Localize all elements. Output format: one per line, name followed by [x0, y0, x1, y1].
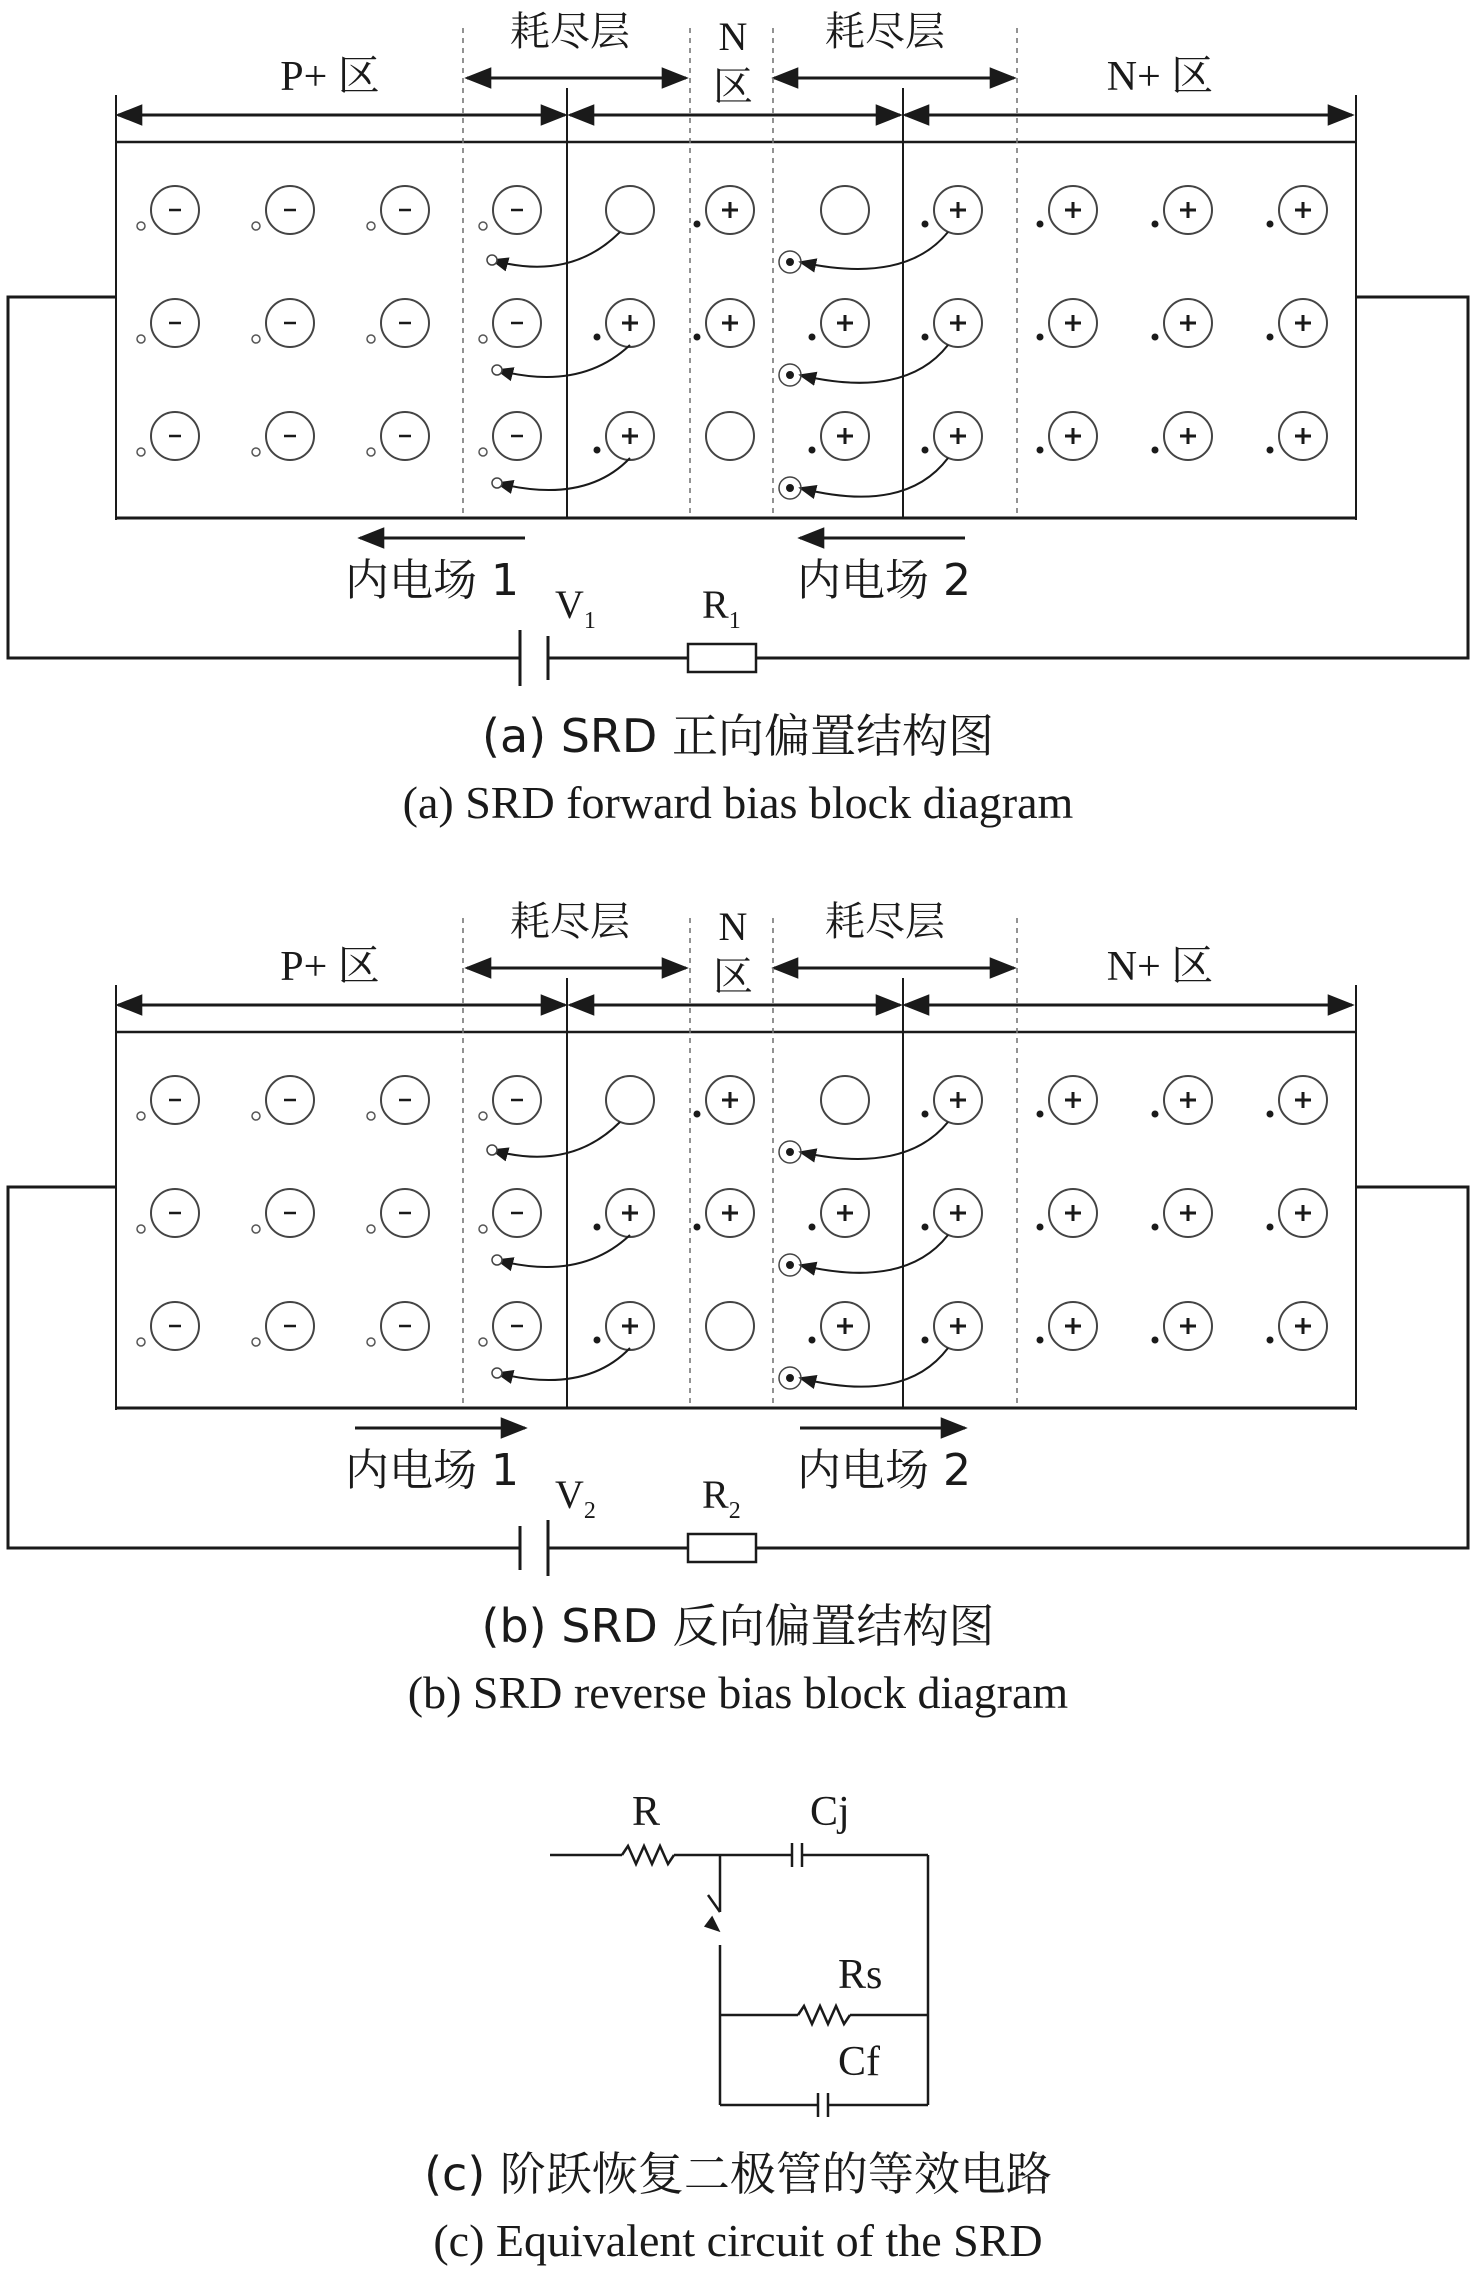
acceptor-ion	[367, 186, 429, 234]
source-v2-label: $V_2$	[555, 1472, 596, 1524]
acceptor-ion	[137, 1189, 199, 1237]
donor-ion	[1267, 186, 1328, 234]
donor-ion	[694, 1189, 755, 1237]
reverse-bias-diagram	[8, 899, 1468, 1718]
n-region-label-zone: 区	[713, 64, 753, 110]
acceptor-ion	[252, 1076, 314, 1124]
carrier-path-arrow	[497, 1348, 630, 1380]
caption-b-cn: (b) SRD 反向偏置结构图	[481, 1599, 995, 1653]
donor-ion	[1267, 299, 1328, 347]
acceptor-ion	[137, 186, 199, 234]
donor-ion	[1152, 412, 1213, 460]
acceptor-ion	[367, 299, 429, 347]
caption-a-cn: (a) SRD 正向偏置结构图	[482, 709, 994, 763]
empty-site	[821, 1076, 869, 1124]
carrier-path-arrow	[800, 345, 948, 383]
acceptor-ion	[252, 186, 314, 234]
acceptor-ion	[252, 1189, 314, 1237]
carrier-path-arrow	[800, 1348, 948, 1387]
hole-marker	[492, 1255, 502, 1265]
label-cf: Cf	[838, 2039, 880, 2085]
donor-ion	[922, 1076, 983, 1124]
donor-ion	[1152, 299, 1213, 347]
acceptor-ion	[252, 299, 314, 347]
n-region-label-n: N	[718, 14, 748, 59]
switch-contact	[706, 1918, 718, 1930]
acceptor-ion	[367, 412, 429, 460]
acceptor-ion	[479, 186, 541, 234]
carrier-path-arrow	[497, 458, 630, 490]
donor-ion	[1267, 1302, 1328, 1350]
hole-marker	[492, 1368, 502, 1378]
acceptor-ion	[367, 1076, 429, 1124]
acceptor-ion	[479, 299, 541, 347]
internal-field-1-label: 内电场 1	[345, 1445, 519, 1496]
donor-ion	[1037, 412, 1098, 460]
donor-ion	[809, 1302, 870, 1350]
switch-blade	[708, 1895, 720, 1912]
source-v1-label: $V_1$	[555, 582, 596, 634]
donor-ion	[1037, 1076, 1098, 1124]
donor-ion	[922, 1302, 983, 1350]
donor-ion	[694, 299, 755, 347]
resistor-r-symbol	[622, 1846, 674, 1864]
resistor-r1-label: $R_1$	[702, 582, 741, 634]
empty-site	[706, 412, 754, 460]
caption-c-en: (c) Equivalent circuit of the SRD	[433, 2215, 1043, 2266]
depletion-layer-left-label: 耗尽层	[510, 9, 630, 55]
carrier-path-arrow	[800, 458, 948, 497]
carrier-path-arrow	[492, 1122, 620, 1157]
carrier-path-arrow	[497, 1235, 630, 1267]
donor-ion	[809, 299, 870, 347]
acceptor-ion	[479, 1302, 541, 1350]
carrier-path-arrow	[800, 232, 948, 269]
depletion-layer-left-label: 耗尽层	[510, 899, 630, 945]
n-plus-region-label: N+ 区	[1106, 944, 1214, 990]
donor-ion	[1152, 1302, 1213, 1350]
donor-ion	[922, 1189, 983, 1237]
carrier-path-arrow	[492, 232, 620, 267]
carrier-path-arrow	[800, 1235, 948, 1273]
donor-ion	[1152, 186, 1213, 234]
internal-field-1-label: 内电场 1	[345, 555, 519, 606]
donor-ion	[1037, 186, 1098, 234]
donor-ion	[922, 412, 983, 460]
donor-ion	[809, 412, 870, 460]
label-rs: Rs	[838, 1952, 883, 1998]
acceptor-ion	[479, 412, 541, 460]
donor-ion	[1037, 299, 1098, 347]
resistor-r1	[688, 644, 756, 672]
resistor-r2-label: $R_2$	[702, 1472, 741, 1524]
donor-ion	[1267, 412, 1328, 460]
carrier-motion-arrows	[487, 1122, 948, 1389]
empty-site	[821, 186, 869, 234]
donor-ion	[594, 1189, 655, 1237]
n-region-label-n: N	[718, 904, 748, 949]
acceptor-ion	[367, 1189, 429, 1237]
acceptor-ion	[137, 1076, 199, 1124]
donor-ion	[694, 186, 755, 234]
internal-field-2-label: 内电场 2	[797, 555, 971, 606]
carrier-path-arrow	[497, 345, 630, 377]
donor-ion	[694, 1076, 755, 1124]
empty-site	[606, 186, 654, 234]
resistor-rs-symbol	[798, 2006, 850, 2024]
donor-ion	[594, 1302, 655, 1350]
hole-marker	[487, 255, 497, 265]
n-plus-region-label: N+ 区	[1106, 54, 1214, 100]
carrier-path-arrow	[800, 1122, 948, 1159]
donor-ion	[922, 299, 983, 347]
acceptor-ion	[137, 1302, 199, 1350]
acceptor-ion	[252, 412, 314, 460]
donor-ion	[594, 412, 655, 460]
donor-ion	[1267, 1189, 1328, 1237]
donor-ion	[809, 1189, 870, 1237]
acceptor-ion	[367, 1302, 429, 1350]
empty-site	[706, 1302, 754, 1350]
n-region-label-zone: 区	[713, 954, 753, 1000]
label-cj: Cj	[810, 1789, 850, 1835]
p-plus-region-label: P+ 区	[280, 54, 380, 100]
hole-marker	[492, 478, 502, 488]
acceptor-ion	[137, 412, 199, 460]
donor-ion	[1152, 1189, 1213, 1237]
carrier-grid	[137, 186, 1327, 460]
internal-field-2-label: 内电场 2	[797, 1445, 971, 1496]
caption-b-en: (b) SRD reverse bias block diagram	[407, 1667, 1069, 1718]
label-r: R	[632, 1789, 661, 1835]
forward-bias-diagram	[8, 9, 1468, 828]
acceptor-ion	[252, 1302, 314, 1350]
caption-a-en: (a) SRD forward bias block diagram	[402, 777, 1074, 828]
donor-ion	[1152, 1076, 1213, 1124]
hole-marker	[487, 1145, 497, 1155]
carrier-motion-arrows	[487, 232, 948, 499]
donor-ion	[1037, 1302, 1098, 1350]
equivalent-circuit	[424, 1789, 1052, 2266]
donor-ion	[922, 186, 983, 234]
acceptor-ion	[479, 1076, 541, 1124]
p-plus-region-label: P+ 区	[280, 944, 380, 990]
caption-c-cn: (c) 阶跃恢复二极管的等效电路	[424, 2147, 1052, 2201]
acceptor-ion	[479, 1189, 541, 1237]
acceptor-ion	[137, 299, 199, 347]
donor-ion	[1037, 1189, 1098, 1237]
hole-marker	[492, 365, 502, 375]
donor-ion	[1267, 1076, 1328, 1124]
resistor-r2	[688, 1534, 756, 1562]
depletion-layer-right-label: 耗尽层	[825, 9, 945, 55]
empty-site	[606, 1076, 654, 1124]
donor-ion	[594, 299, 655, 347]
depletion-layer-right-label: 耗尽层	[825, 899, 945, 945]
carrier-grid	[137, 1076, 1327, 1350]
